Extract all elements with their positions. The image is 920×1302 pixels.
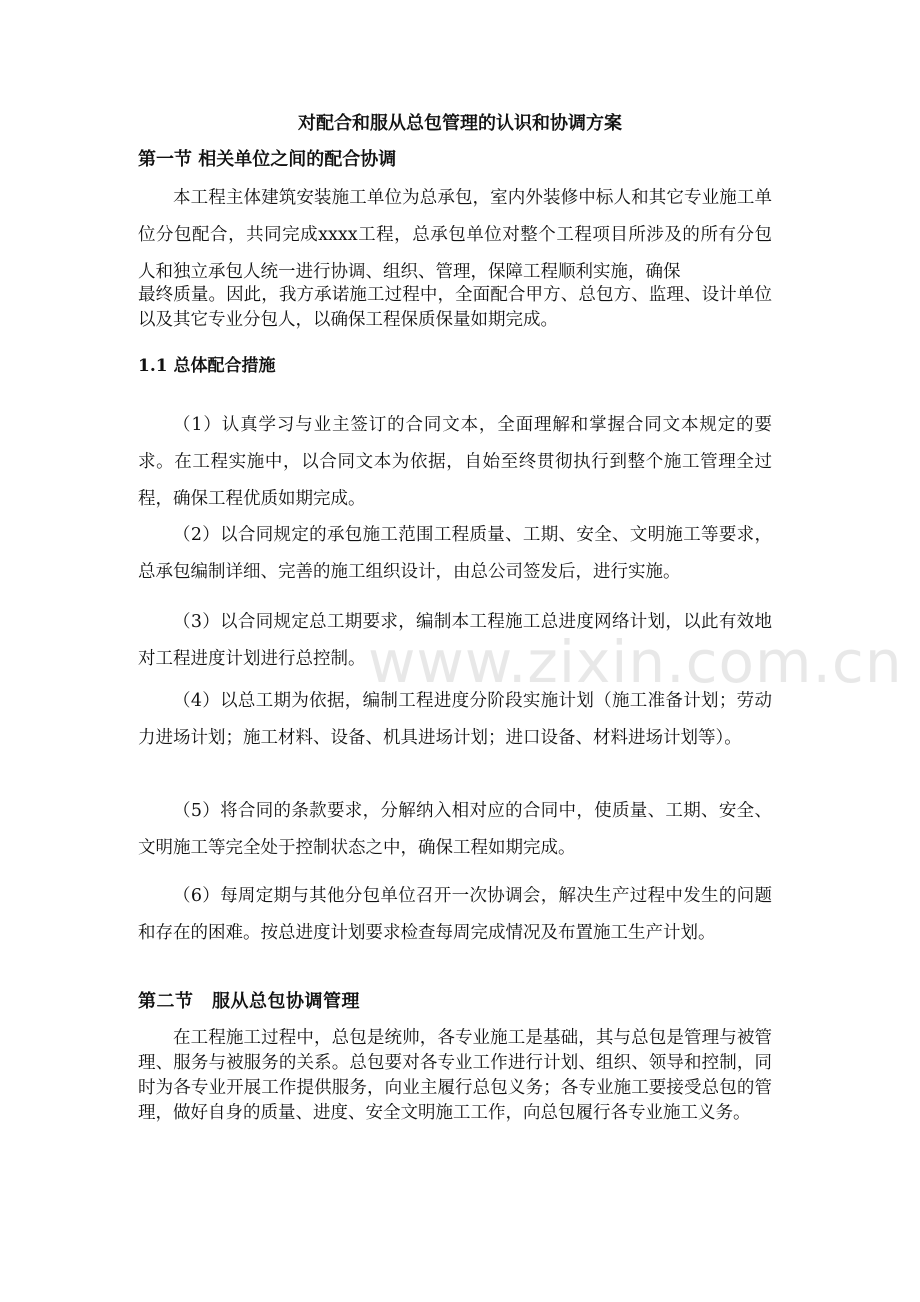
measure-item-1: （1）认真学习与业主签订的合同文本，全面理解和掌握合同文本规定的要求。在工程实施中，以合同文本为依据，自始至终贯彻执行到整个施工管理全过程，确保工程优质如期完成。 — [138, 415, 772, 509]
measure-item-4: （4）以总工期为依据，编制工程进度分阶段实施计划（施工准备计划；劳动力进场计划；施工材料、设备、机具进场计划；进口设备、材料进场计划等）。 — [138, 691, 772, 748]
watermark: www.zixin.com.cn — [368, 628, 903, 696]
section1-subheading: 1.1 总体配合措施 — [138, 356, 276, 376]
section1-intro-paragraph-2: 最终质量。因此，我方承诺施工过程中，全面配合甲方、总包方、监理、设计单位以及其它专业分包人，以确保工程保质保量如期完成。 — [138, 285, 772, 330]
section1-heading: 第一节 相关单位之间的配合协调 — [138, 149, 397, 170]
measure-item-3: （3）以合同规定总工期要求，编制本工程施工总进度网络计划，以此有效地对工程进度计划进行总控制。 — [138, 612, 772, 669]
measure-item-5: （5）将合同的条款要求，分解纳入相对应的合同中，使质量、工期、安全、文明施工等完全处于控制状态之中，确保工程如期完成。 — [138, 801, 772, 858]
measure-item-6: （6）每周定期与其他分包单位召开一次协调会，解决生产过程中发生的问题和存在的困难。按总进度计划要求检查每周完成情况及布置施工生产计划。 — [138, 886, 772, 943]
section2-heading: 第二节 服从总包协调管理 — [138, 991, 360, 1012]
section2-body-paragraph: 在工程施工过程中，总包是统帅，各专业施工是基础，其与总包是管理与被管理、服务与被服务的关系。总包要对各专业工作进行计划、组织、领导和控制，同时为各专业开展工作提供服务，向业主履行总包义务；各专业施工要接受总包的管理，做好自身的质量、进度、安全文明施工工作，向总包履行各专业施工义务。 — [138, 1028, 772, 1123]
document-title: 对配合和服从总包管理的认识和协调方案 — [298, 113, 622, 134]
measure-item-2: （2）以合同规定的承包施工范围工程质量、工期、安全、文明施工等要求，总承包编制详细、完善的施工组织设计，由总公司签发后，进行实施。 — [138, 525, 772, 582]
section1-intro-paragraph-1: 本工程主体建筑安装施工单位为总承包，室内外装修中标人和其它专业施工单位分包配合，共同完成xxxx工程，总承包单位对整个工程项目所涉及的所有分包人和独立承包人统一进行协调、组织、管理，保障工程顺利实施，确保 — [138, 188, 772, 282]
